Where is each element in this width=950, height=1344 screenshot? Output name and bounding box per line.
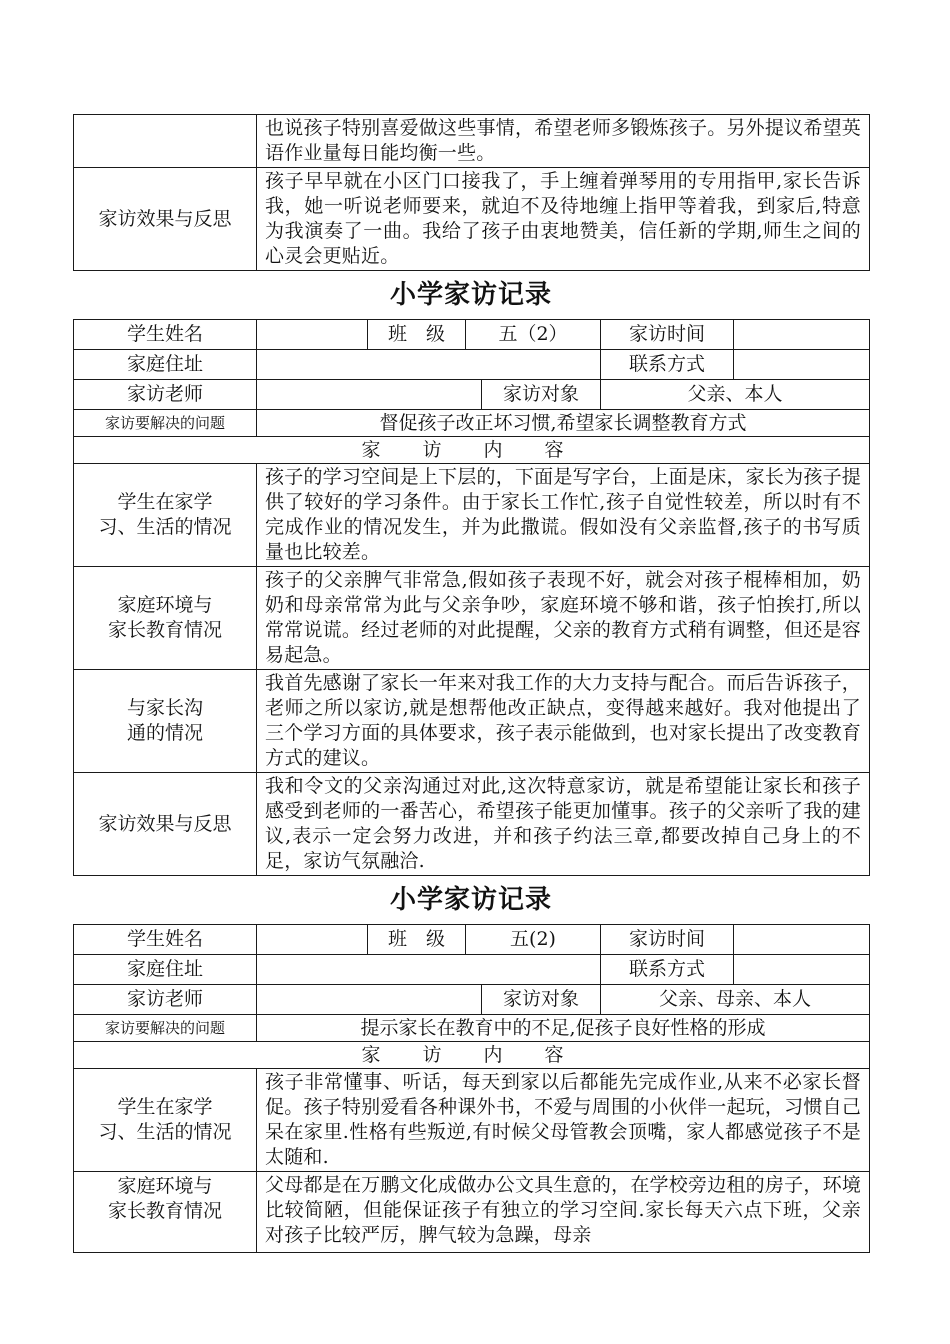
study-text: 孩子非常懂事、听话，每天到家以后都能先完成作业,从来不必家长督促。孩子特别爱看各种课外书，不爱与周围的小伙伴一起玩，习惯自己呆在家里.性格有些叛逆,有时候父母管教会顶嘴，家人都感觉孩子不是太随和. bbox=[257, 1069, 870, 1172]
target-label: 家访对象 bbox=[482, 985, 601, 1015]
empty-label-cell bbox=[74, 115, 257, 168]
contact-value bbox=[734, 350, 870, 380]
family-label-line-2: 家长教育情况 bbox=[107, 1200, 222, 1222]
family-label-line-1: 家庭环境与 bbox=[117, 1175, 213, 1197]
visit-time-value bbox=[734, 925, 870, 955]
effect-label: 家访效果与反思 bbox=[74, 168, 257, 271]
target-value: 父亲、母亲、本人 bbox=[601, 985, 870, 1015]
comm-label bbox=[74, 670, 257, 773]
comm-label-line-2: 通的情况 bbox=[126, 722, 203, 744]
content-header: 家 访 内 容 bbox=[74, 1042, 870, 1069]
class-value: 五（2） bbox=[466, 320, 601, 350]
problem-value: 督促孩子改正坏习惯,希望家长调整教育方式 bbox=[257, 410, 870, 437]
family-label bbox=[74, 1172, 257, 1253]
address-label: 家庭住址 bbox=[74, 350, 257, 380]
effect-text: 我和令文的父亲沟通过对此,这次特意家访，就是希望能让家长和孩子感受到老师的一番苦心，希望孩子能更加懂事。孩子的父亲听了我的建议,表示一定会努力改进，并和孩子约法三章,都要改掉自己身上的不足，家访气氛融洽. bbox=[257, 773, 870, 876]
teacher-label: 家访老师 bbox=[74, 985, 257, 1015]
family-label-line-1: 家庭环境与 bbox=[117, 594, 213, 616]
study-label-line-1: 学生在家学 bbox=[117, 491, 213, 513]
address-label: 家庭住址 bbox=[74, 955, 257, 985]
teacher-value bbox=[257, 985, 482, 1015]
family-text: 孩子的父亲脾气非常急,假如孩子表现不好，就会对孩子棍棒相加，奶奶和母亲常常为此与父亲争吵，家庭环境不够和谐，孩子怕挨打,所以常常说谎。经过老师的对此提醒，父亲的教育方式稍有调整，但还是容易起急。 bbox=[257, 567, 870, 670]
record-2-title: 小学家访记录 bbox=[389, 885, 552, 915]
study-label-line-2: 习、生活的情况 bbox=[98, 516, 232, 538]
student-name-value bbox=[257, 925, 368, 955]
visit-time-label: 家访时间 bbox=[601, 320, 734, 350]
effect-label: 家访效果与反思 bbox=[74, 773, 257, 876]
record-2-table bbox=[73, 924, 870, 1253]
address-value bbox=[257, 955, 601, 985]
teacher-value bbox=[257, 380, 482, 410]
problem-label: 家访要解决的问题 bbox=[74, 410, 257, 437]
comm-label-line-1: 与家长沟 bbox=[126, 697, 203, 719]
study-label-line-1: 学生在家学 bbox=[117, 1096, 213, 1118]
address-value bbox=[257, 350, 601, 380]
teacher-label: 家访老师 bbox=[74, 380, 257, 410]
record-1-title: 小学家访记录 bbox=[389, 280, 552, 310]
student-name-value bbox=[257, 320, 368, 350]
visit-time-label: 家访时间 bbox=[601, 925, 734, 955]
record-1-table bbox=[73, 319, 870, 876]
effect-text: 孩子早早就在小区门口接我了，手上缠着弹琴用的专用指甲,家长告诉我，她一听说老师要来，就迫不及待地缠上指甲等着我，到家后,特意为我演奏了一曲。我给了孩子由衷地赞美，信任新的学期,师生之间的心灵会更贴近。 bbox=[257, 168, 870, 271]
study-label bbox=[74, 1069, 257, 1172]
class-label: 班 级 bbox=[368, 925, 466, 955]
student-name-label: 学生姓名 bbox=[74, 320, 257, 350]
study-label-line-2: 习、生活的情况 bbox=[98, 1121, 232, 1143]
family-text bbox=[257, 1172, 870, 1253]
problem-label: 家访要解决的问题 bbox=[74, 1015, 257, 1042]
study-label bbox=[74, 464, 257, 567]
class-label: 班 级 bbox=[368, 320, 466, 350]
visit-time-value bbox=[734, 320, 870, 350]
continuation-text: 也说孩子特别喜爱做这些事情，希望老师多锻炼孩子。另外提议希望英语作业量每日能均衡一些。 bbox=[257, 115, 870, 168]
class-value: 五(2) bbox=[466, 925, 601, 955]
contact-label: 联系方式 bbox=[601, 955, 734, 985]
content-header: 家 访 内 容 bbox=[74, 437, 870, 464]
target-label: 家访对象 bbox=[482, 380, 601, 410]
previous-record-table bbox=[73, 114, 870, 271]
comm-text: 我首先感谢了家长一年来对我工作的大力支持与配合。而后告诉孩子，老师之所以家访,就是想帮他改正缺点，变得越来越好。我对他提出了三个学习方面的具体要求，孩子表示能做到，也对家长提出了改变教育方式的建议。 bbox=[257, 670, 870, 773]
target-value: 父亲、本人 bbox=[601, 380, 870, 410]
contact-label: 联系方式 bbox=[601, 350, 734, 380]
student-name-label: 学生姓名 bbox=[74, 925, 257, 955]
family-label bbox=[74, 567, 257, 670]
problem-value: 提示家长在教育中的不足,促孩子良好性格的形成 bbox=[257, 1015, 870, 1042]
contact-value bbox=[734, 955, 870, 985]
document-page bbox=[73, 114, 869, 1253]
study-text: 孩子的学习空间是上下层的，下面是写字台，上面是床，家长为孩子提供了较好的学习条件。由于家长工作忙,孩子自觉性较差，所以时有不完成作业的情况发生，并为此撒谎。假如没有父亲监督,孩子的书写质量也比较差。 bbox=[257, 464, 870, 567]
family-text-content: 父母都是在万鹏文化成做办公文具生意的，在学校旁边租的房子，环境比较简陋，但能保证孩子有独立的学习空间.家长每天六点下班，父亲对孩子比较严厉，脾气较为急躁，母亲 bbox=[265, 1174, 862, 1246]
family-label-line-2: 家长教育情况 bbox=[107, 619, 222, 641]
